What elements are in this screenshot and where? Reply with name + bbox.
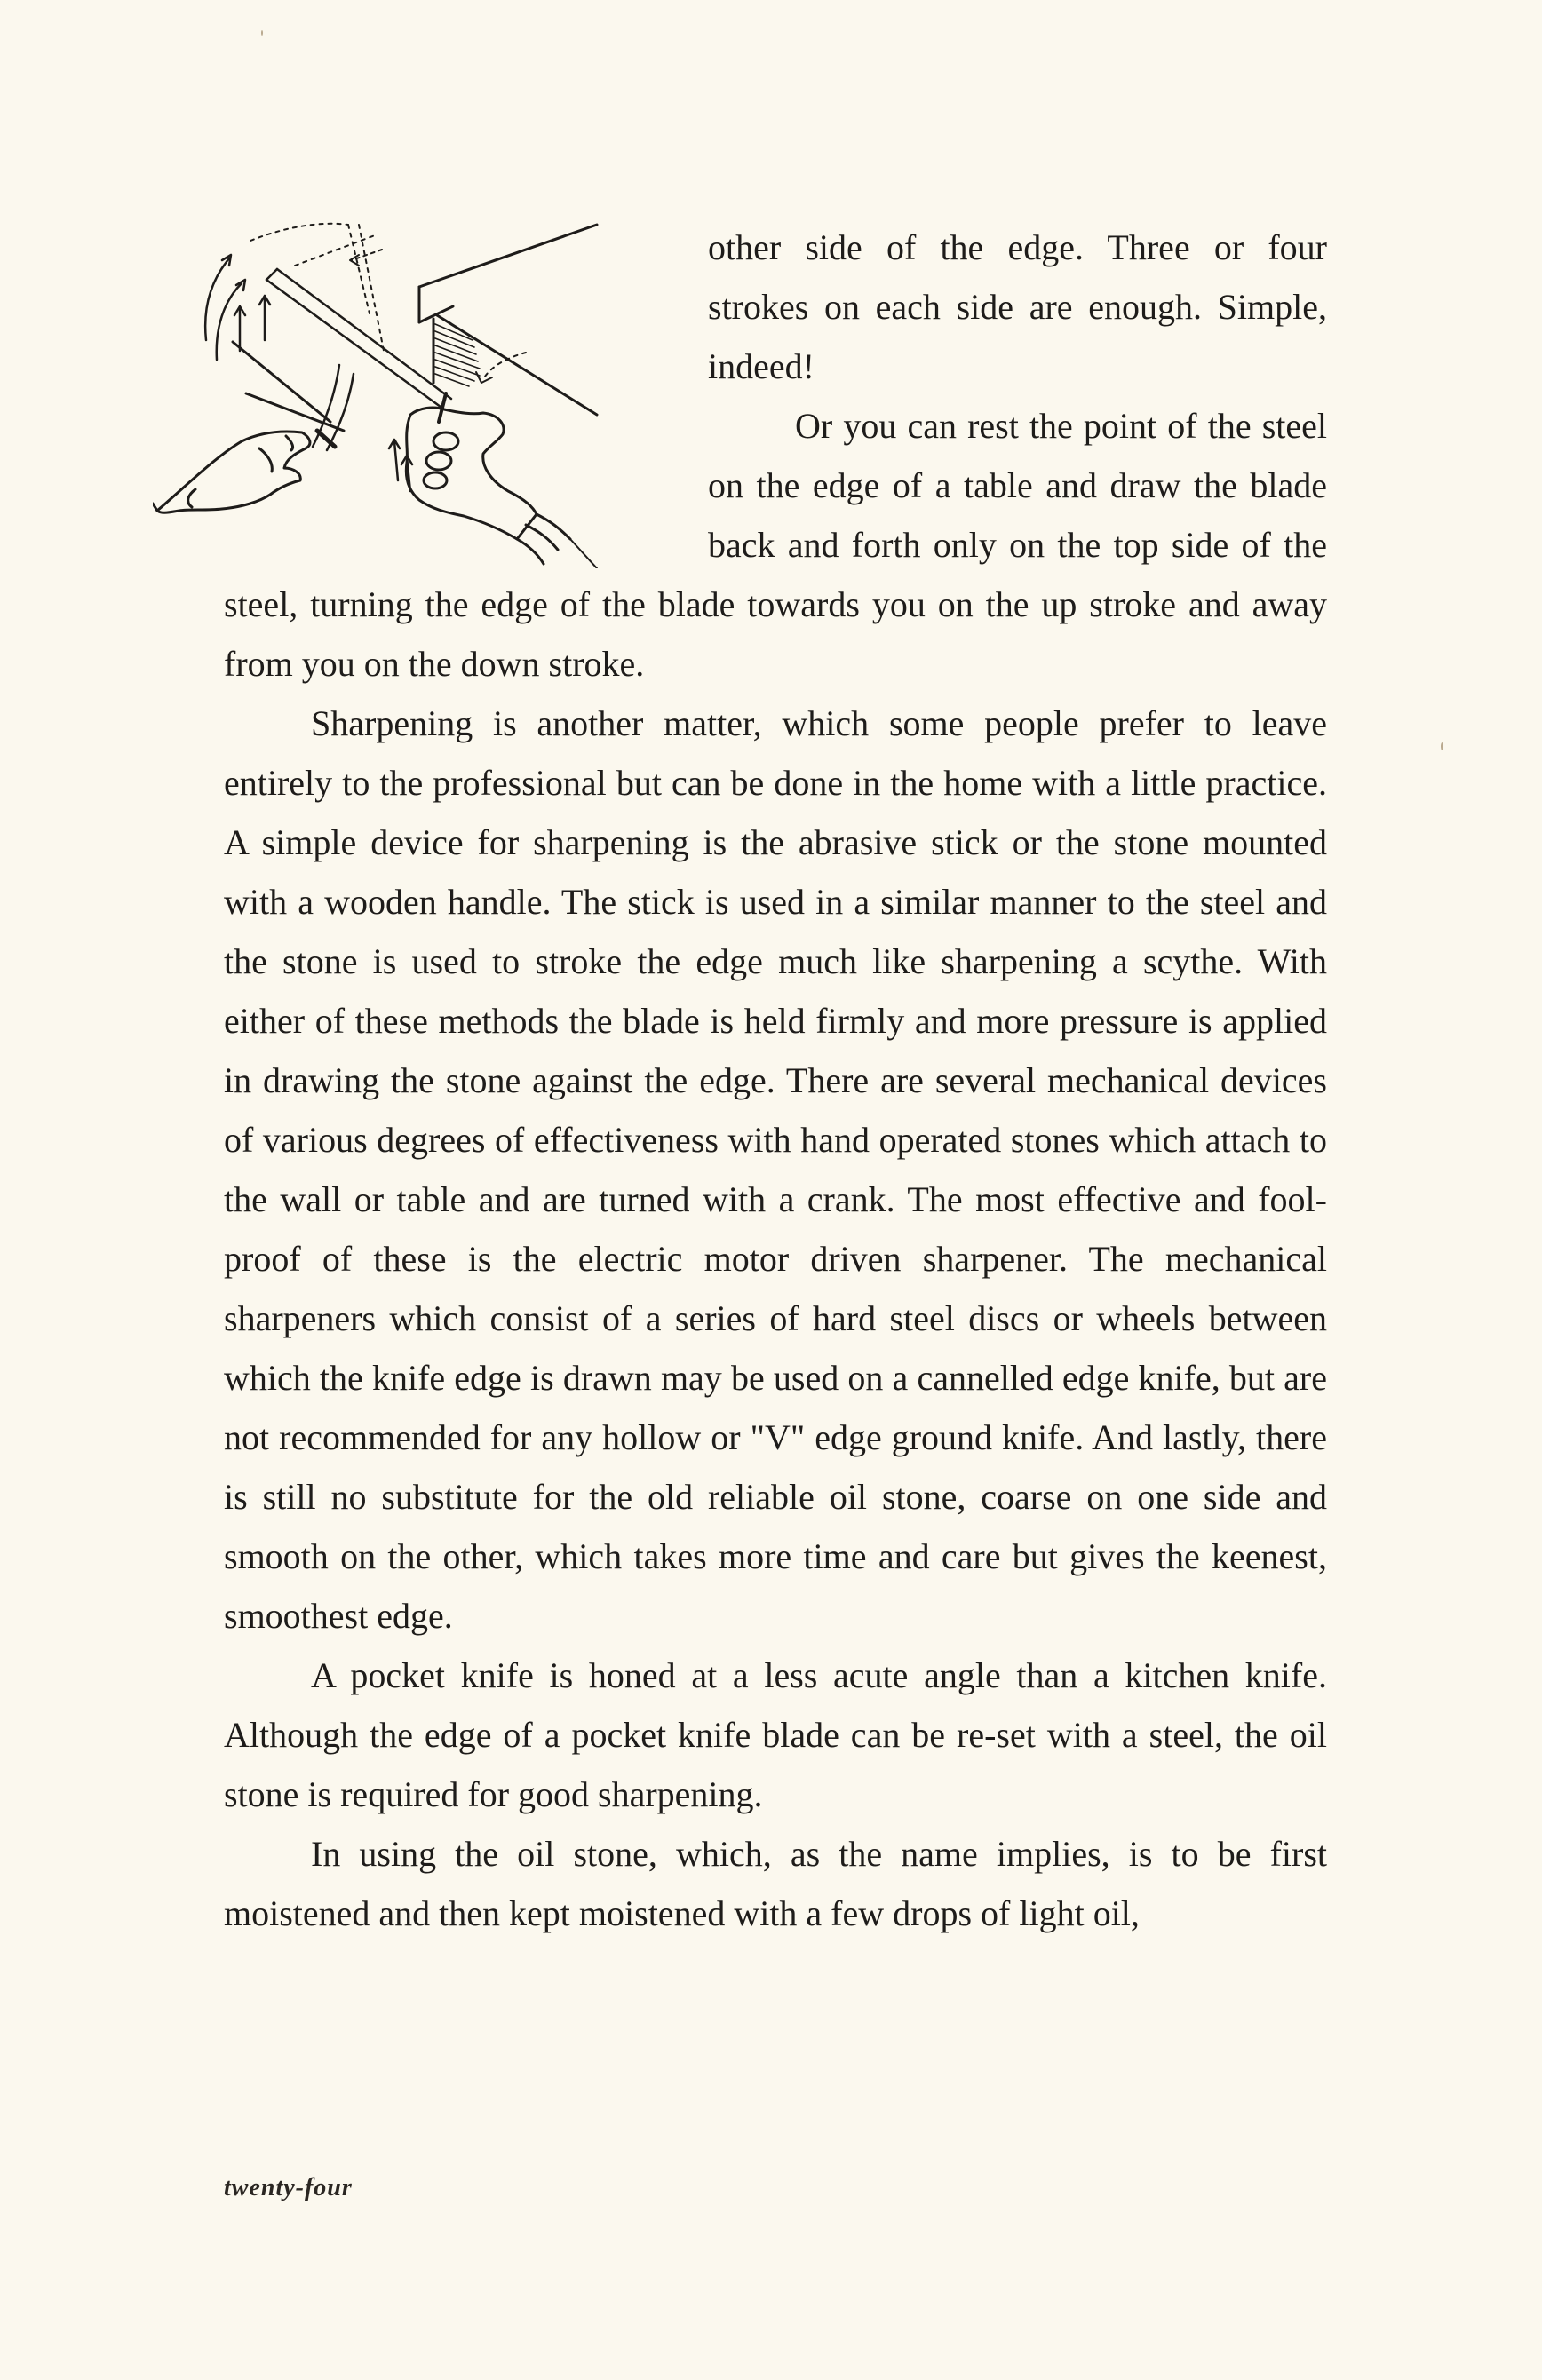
illustration-spacer bbox=[224, 218, 708, 575]
paragraph-oil-stone: In using the oil stone, which, as the name implies, is to be first moistened and then kept moistened with a few drops of light oil, bbox=[224, 1834, 1327, 1933]
left-hand-finger-1 bbox=[188, 489, 195, 507]
paragraph-steel-on-table: Or you can rest the point of the steel on the edge of a table and draw the blade back and forth only on the top side of the steel, turning the edge of the blade towards you on the up stroke and away from you on the down stroke. bbox=[224, 406, 1327, 684]
paragraph-sharpening: Sharpening is another matter, which some people prefer to leave entirely to the professional but can be done in the home with a little practice. A simple device for sharpening is the abrasive stick or the stone mounted with a wooden handle. The stick is used in a similar manner to the steel and the stone is used to stroke the edge much like sharpening a scythe. With either of these methods the blade is held firmly and more pressure is applied in drawing the stone against the edge. There are several mechanical devices of various degrees of effectiveness with hand operated stones which attach to the wall or table and are turned with a crank. The most effective and fool-proof of these is the electric motor driven sharpener. The mechanical sharpeners which consist of a series of hard steel discs or wheels between which the knife edge is drawn may be used on a cannelled edge knife, but are not recommended for any hollow or "V" edge ground knife. And lastly, there is still no substitute for the old reliable oil stone, coarse on one side and smooth on the other, which takes more time and care but gives the keenest, smoothest edge. bbox=[224, 703, 1327, 1636]
paragraph-pocket-knife: A pocket knife is honed at a less acute angle than a kitchen knife. Although the edge of a pocket knife blade can be re-set with a steel, the oil stone is required for good sharpening. bbox=[224, 1655, 1327, 1814]
paper-speck bbox=[261, 30, 263, 36]
paragraph-continuation: other side of the edge. Three or four strokes on each side are enough. Simple, indeed! bbox=[708, 227, 1327, 386]
paper-speck bbox=[1441, 742, 1443, 750]
text-column bbox=[224, 218, 1327, 1943]
page-number: twenty-four bbox=[224, 2174, 353, 2202]
left-cuff bbox=[153, 504, 157, 511]
